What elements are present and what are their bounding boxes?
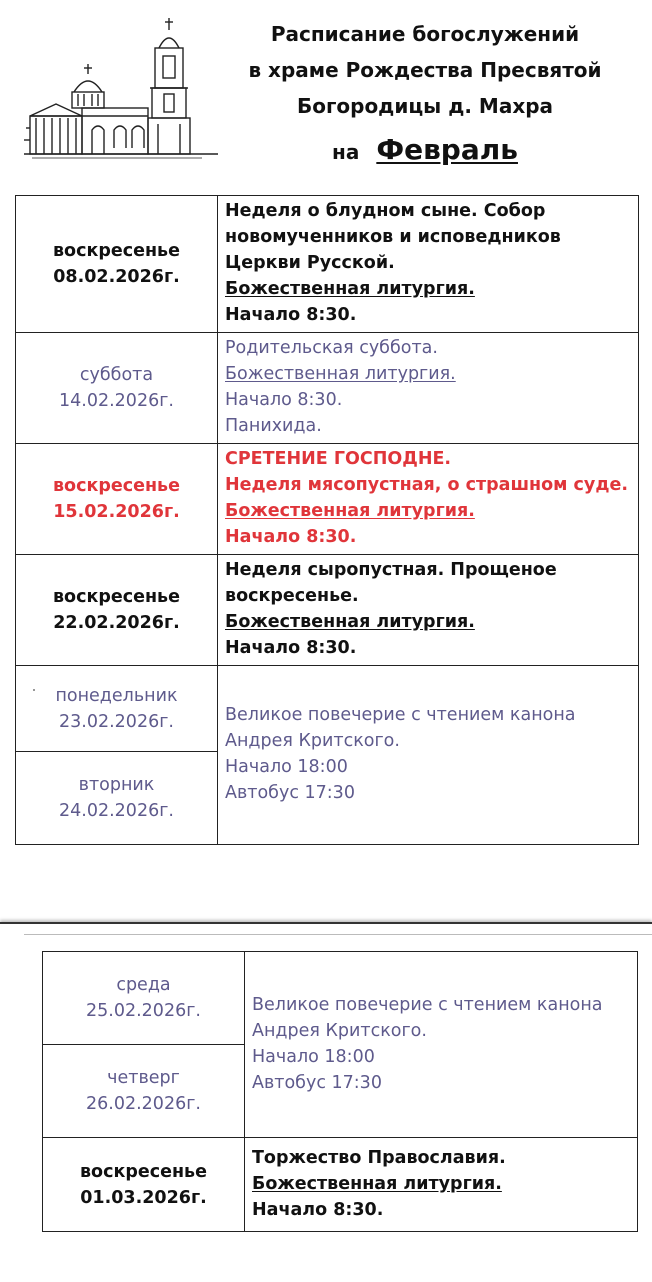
event-line: Торжество Православия. xyxy=(252,1147,506,1168)
date-cell xyxy=(16,333,218,444)
date-cell xyxy=(16,196,218,333)
event-line: Начало 8:30. xyxy=(225,527,357,547)
event-line: Неделя сыропустная. Прощеное xyxy=(225,560,557,580)
event-line: Церкви Русской. xyxy=(225,253,395,273)
event-line: Великое повечерие с чтением канона xyxy=(252,994,603,1015)
event-line: Андрея Критского. xyxy=(225,731,400,751)
table-row xyxy=(43,1138,638,1232)
day-name: суббота xyxy=(79,365,154,385)
date-cell xyxy=(43,1138,245,1232)
event-cell xyxy=(245,1138,638,1232)
event-cell xyxy=(218,555,639,666)
month-line xyxy=(230,130,620,172)
date-value: 26.02.2026г. xyxy=(86,1094,201,1114)
table-row xyxy=(16,666,639,752)
date-value: 25.02.2026г. xyxy=(86,1001,201,1021)
date-value: 08.02.2026г. xyxy=(53,267,180,287)
event-line: Начало 8:30. xyxy=(252,1199,384,1220)
event-line: Андрея Критского. xyxy=(252,1020,427,1041)
event-cell xyxy=(218,333,639,444)
event-line: Божественная литургия. xyxy=(225,501,475,521)
table-row xyxy=(16,555,639,666)
schedule-header xyxy=(230,16,620,172)
page-edge-line xyxy=(24,934,652,935)
day-name: среда xyxy=(116,975,171,995)
date-cell xyxy=(16,444,218,555)
event-line: Начало 8:30. xyxy=(225,638,357,658)
event-line: Неделя мясопустная, о страшном суде. xyxy=(225,475,628,495)
title-line-1: Расписание богослужений xyxy=(270,22,580,46)
date-cell xyxy=(43,1045,245,1138)
date-cell xyxy=(16,752,218,845)
month-name: Февраль xyxy=(376,133,518,166)
date-cell xyxy=(43,952,245,1045)
day-name: понедельник xyxy=(55,685,178,706)
event-line: Панихида. xyxy=(225,416,322,436)
title-line-2: в храме Рождества Пресвятой xyxy=(248,58,602,82)
day-name: воскресенье xyxy=(52,241,180,261)
event-line: новомученников и исповедников xyxy=(225,227,561,247)
event-line: Родительская суббота. xyxy=(225,338,438,358)
scan-speck xyxy=(33,689,35,691)
table-row xyxy=(43,952,638,1045)
event-cell xyxy=(218,196,639,333)
month-prefix: на xyxy=(332,140,360,164)
date-cell xyxy=(16,666,218,752)
event-line: Великое повечерие с чтением канона xyxy=(225,705,576,725)
date-value: 22.02.2026г. xyxy=(53,613,180,633)
date-value: 24.02.2026г. xyxy=(59,801,174,821)
event-line: СРЕТЕНИЕ ГОСПОДНЕ. xyxy=(225,449,452,469)
event-line: Начало 18:00 xyxy=(225,757,348,777)
event-cell xyxy=(218,666,639,845)
date-value: 14.02.2026г. xyxy=(59,391,174,411)
title-line-3: Богородицы д. Махра xyxy=(296,94,554,118)
table-row xyxy=(16,196,639,333)
event-line: Неделя о блудном сыне. Собор xyxy=(225,201,546,221)
day-name: воскресенье xyxy=(52,476,180,496)
event-line: Божественная литургия. xyxy=(252,1173,502,1194)
event-line: Начало 18:00 xyxy=(252,1046,375,1067)
event-cell xyxy=(218,444,639,555)
event-line: Начало 8:30. xyxy=(225,390,343,410)
event-line: Божественная литургия. xyxy=(225,279,475,299)
day-name: воскресенье xyxy=(79,1161,207,1182)
church-sketch-icon xyxy=(22,16,222,166)
event-cell xyxy=(245,952,638,1138)
event-line: Начало 8:30. xyxy=(225,305,357,325)
table-row xyxy=(16,333,639,444)
date-cell xyxy=(16,555,218,666)
event-line: Божественная литургия. xyxy=(225,364,456,384)
day-name: четверг xyxy=(107,1068,180,1088)
event-line: Божественная литургия. xyxy=(225,612,475,632)
event-line: воскресенье. xyxy=(225,586,359,606)
schedule-table-1 xyxy=(15,195,639,845)
event-line: Автобус 17:30 xyxy=(225,783,355,803)
date-value: 01.03.2026г. xyxy=(80,1187,207,1208)
event-line: Автобус 17:30 xyxy=(252,1072,382,1093)
schedule-table-2 xyxy=(42,951,638,1232)
date-value: 15.02.2026г. xyxy=(53,502,180,522)
day-name: вторник xyxy=(78,775,155,795)
day-name: воскресенье xyxy=(52,587,180,607)
date-value: 23.02.2026г. xyxy=(59,711,174,732)
table-row xyxy=(16,444,639,555)
